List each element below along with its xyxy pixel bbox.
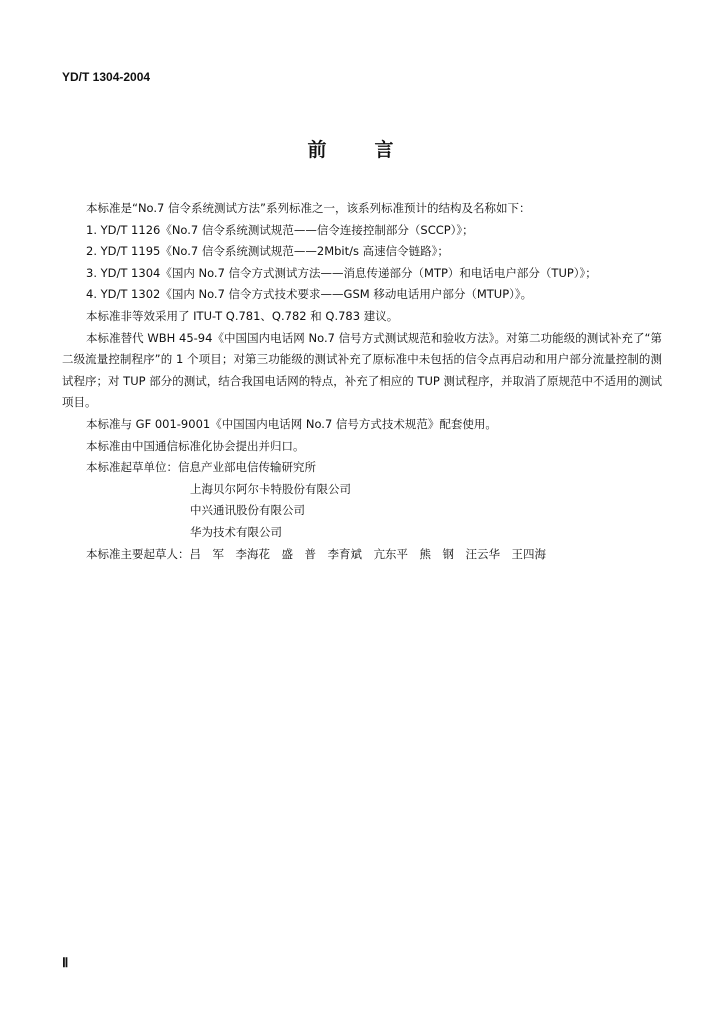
list-item: 3. YD/T 1304《国内 No.7 信令方式测试方法——消息传递部分（MTP）和电话电户部分（TUP）》； xyxy=(86,265,597,280)
companion-paragraph: 本标准与 GF 001-9001《中国国内电话网 No.7 信号方式技术规范》配套使用。 xyxy=(86,416,497,431)
equivalence-paragraph: 本标准非等效采用了 ITU-T Q.781、Q.782 和 Q.783 建议。 xyxy=(86,308,399,323)
page-number: Ⅱ xyxy=(62,955,69,970)
page-title: 前言 xyxy=(307,139,442,161)
foreword-body xyxy=(62,198,662,565)
drafting-unit: 信息产业部电信传输研究所 xyxy=(178,460,316,475)
drafting-unit: 上海贝尔阿尔卡特股份有限公司 xyxy=(190,481,351,496)
replacement-paragraph: 本标准替代 WBH 45-94《中国国内电话网 No.7 信号方式测试规范和验收方法》。对第二功能级的测试补充了“第二级流量控制程序”的 1 个项目；对第三功能级的测试补充了原标准中未包括的信令点再启动和用户部分流量控制的测试程序；对 TUP 部分的测试，结合我国电话网的特点，补充了相应的 TUP 测试程序，并取消了原规范中不适用的测试项目。 xyxy=(62,330,662,410)
drafting-units-label: 本标准起草单位： xyxy=(86,460,178,475)
list-item: 4. YD/T 1302《国内 No.7 信令方式技术要求——GSM 移动电话用户部分（MTUP）》。 xyxy=(86,287,533,302)
proposer-paragraph: 本标准由中国通信标准化协会提出并归口。 xyxy=(86,438,305,453)
document-code-header: YD/T 1304-2004 xyxy=(62,70,151,84)
drafting-units-line xyxy=(62,457,662,479)
list-item: 2. YD/T 1195《No.7 信令系统测试规范——2Mbit/s 高速信令链路》； xyxy=(86,244,449,259)
list-item: 1. YD/T 1126《No.7 信令系统测试规范——信令连接控制部分（SCCP）》； xyxy=(86,222,474,237)
drafting-unit: 华为技术有限公司 xyxy=(190,524,282,539)
intro-paragraph: 本标准是“No.7 信令系统测试方法”系列标准之一，该系列标准预计的结构及名称如下： xyxy=(86,201,531,215)
drafters-paragraph: 本标准主要起草人：吕 军 李海花 盛 普 李育斌 亢东平 熊 钢 汪云华 王四海 xyxy=(86,546,546,561)
drafting-unit: 中兴通讯股份有限公司 xyxy=(190,503,305,518)
